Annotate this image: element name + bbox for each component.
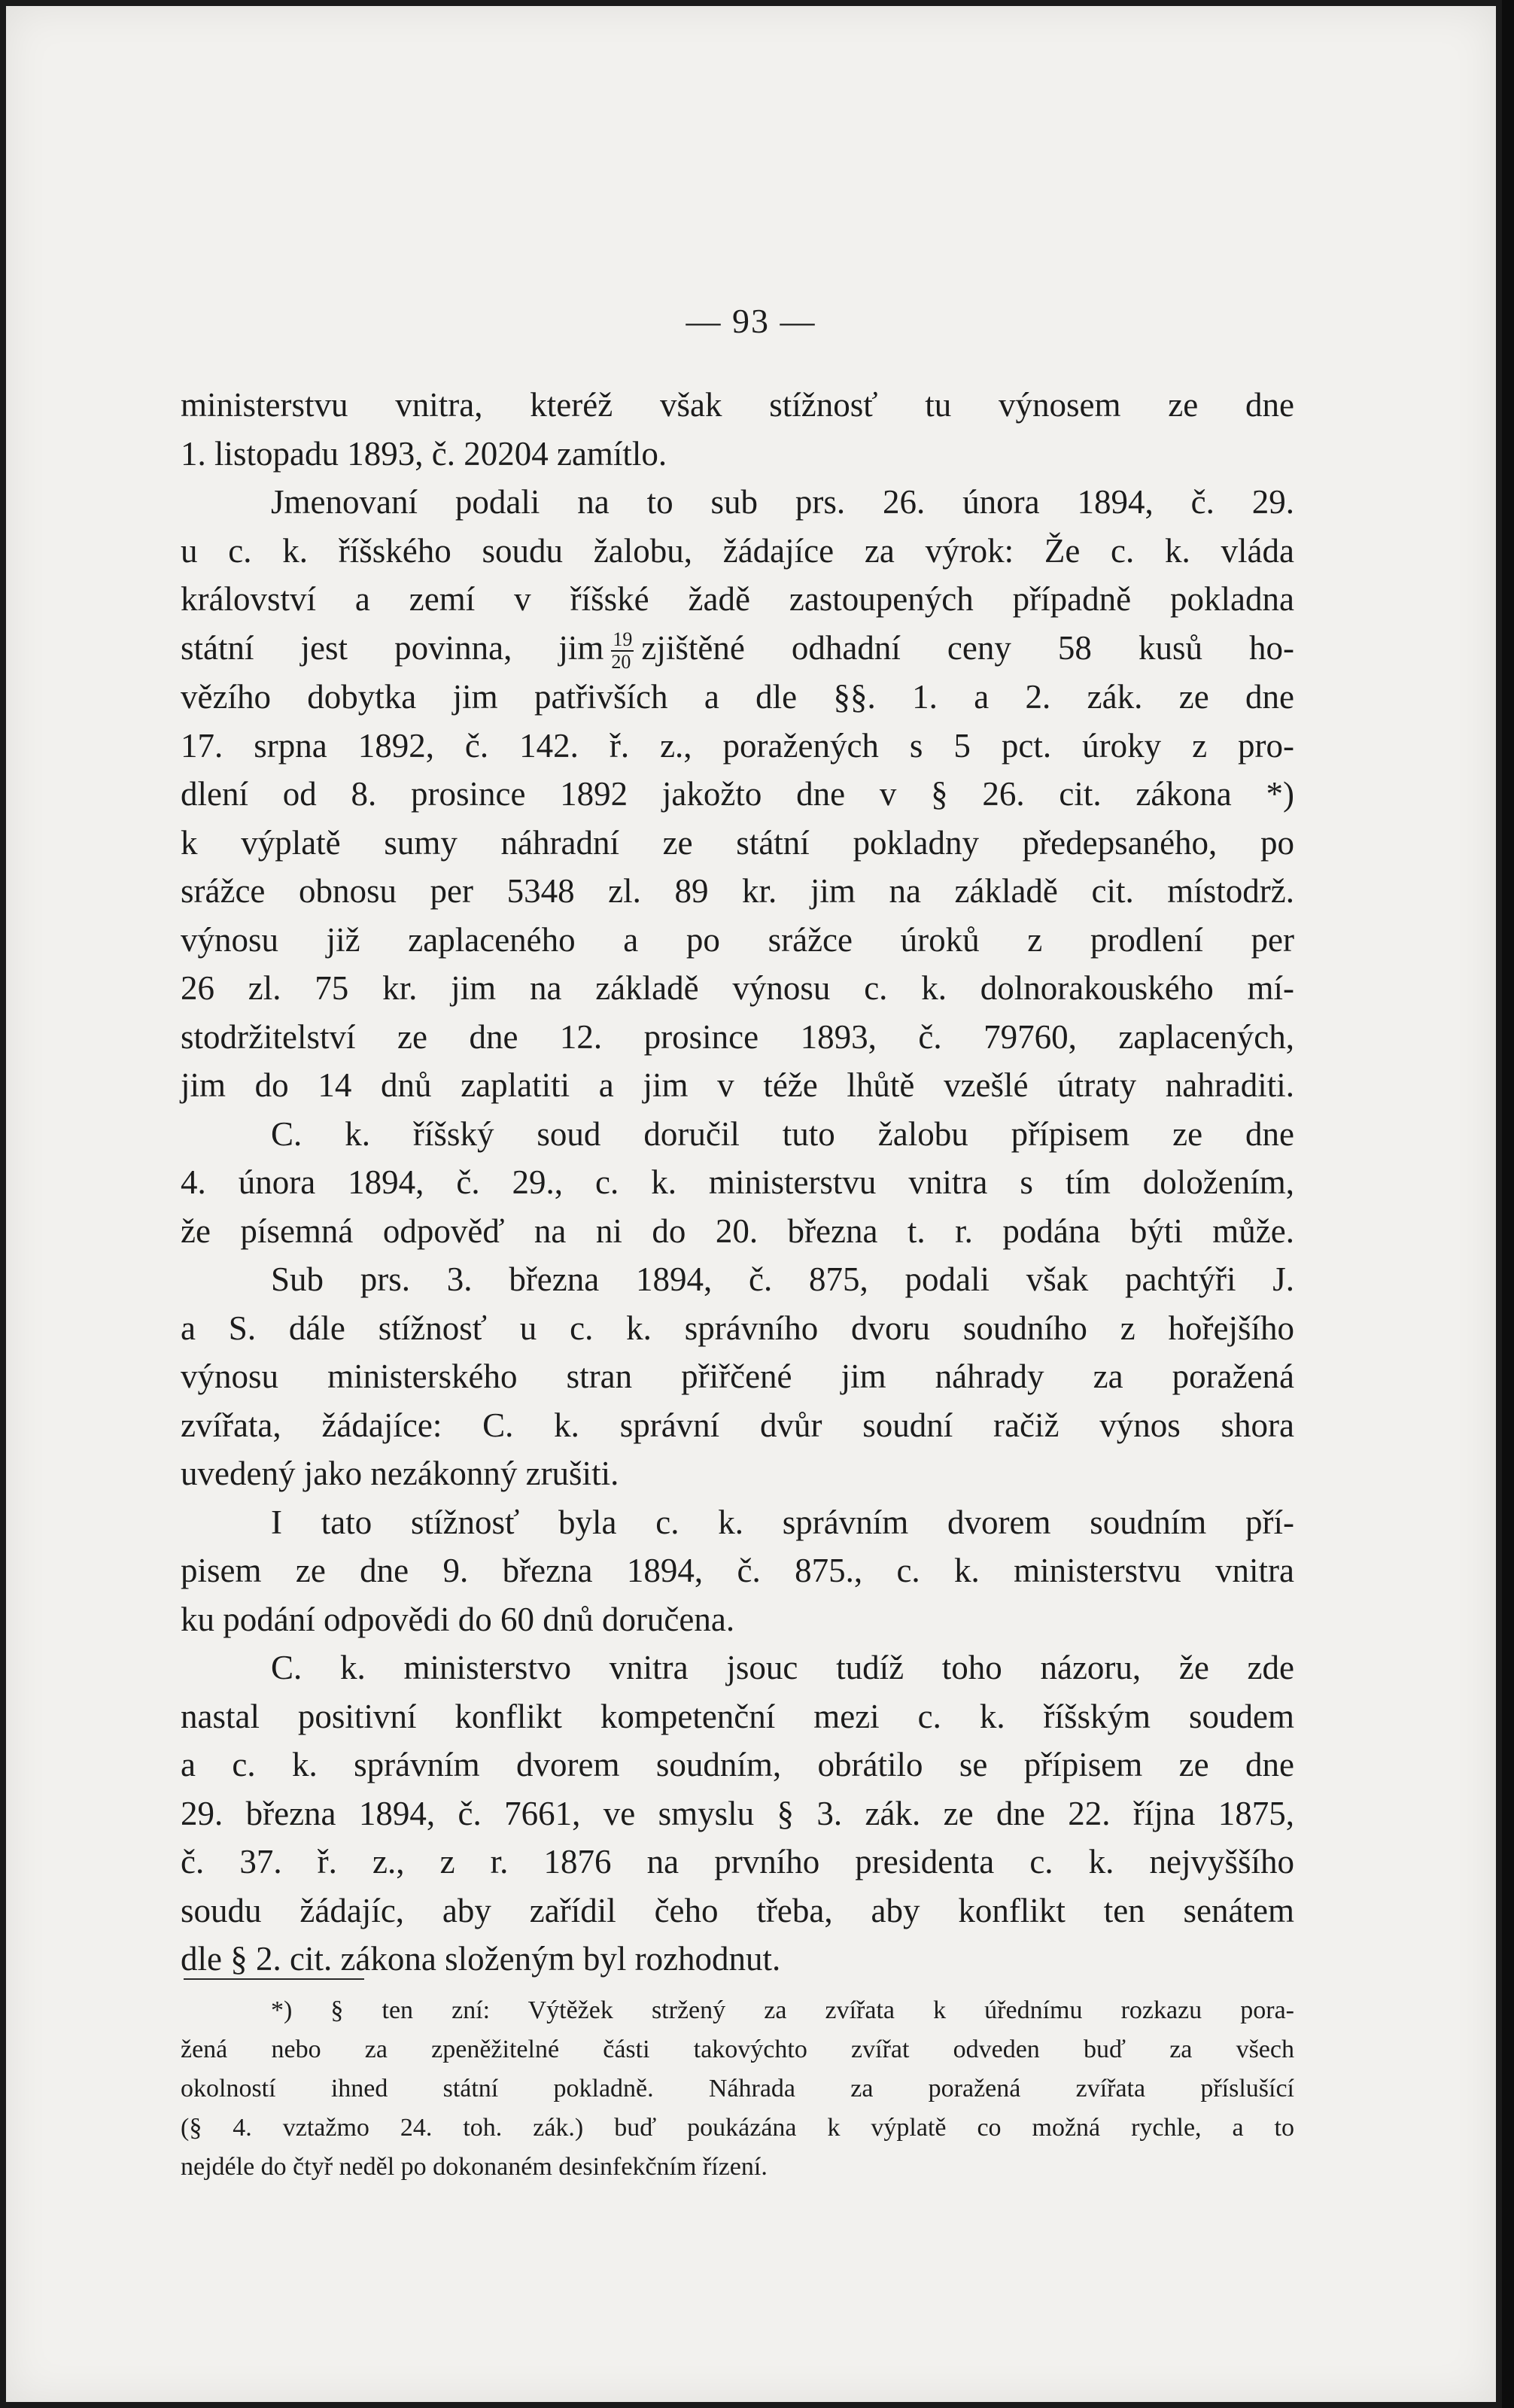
text-line: srážce obnosu per 5348 zl. 89 kr. jim na základě cit. místodrž. — [181, 872, 1294, 911]
fraction-numerator: 19 — [613, 628, 633, 651]
text-line: a S. dále stížnosť u c. k. správního dvoru soudního z hořejšího — [181, 1309, 1294, 1347]
footnote-line: žená nebo za zpeněžitelné části takovýchto zvířat odveden buď za všech — [181, 2036, 1294, 2063]
scan-edge — [1502, 0, 1514, 2408]
text-line: vězího dobytka jim patřivších a dle §§. 1. a 2. zák. ze dne — [181, 678, 1294, 716]
text-line: 4. února 1894, č. 29., c. k. ministerstvu vnitra s tím doložením, — [181, 1163, 1294, 1202]
text-line: a c. k. správním dvorem soudním, obrátilo se přípisem ze dne — [181, 1746, 1294, 1784]
text-line: soudu žádajíc, aby zařídil čeho třeba, aby konflikt ten senátem — [181, 1891, 1294, 1929]
text-line: Jmenovaní podali na to sub prs. 26. února 1894, č. 29. — [271, 483, 1294, 521]
text-line: I tato stížnosť byla c. k. správním dvorem soudním pří- — [271, 1503, 1294, 1541]
footnote-divider — [184, 1978, 364, 1980]
text-segment: státní jest povinna, jim — [181, 628, 604, 667]
text-line: C. k. ministerstvo vnitra jsouc tudíž toho názoru, že zde — [271, 1649, 1294, 1687]
text-line: dle § 2. cit. zákona složeným byl rozhodnut. — [181, 1940, 781, 1978]
text-line: u c. k. říšského soudu žalobu, žádajíce za výrok: Že c. k. vláda — [181, 531, 1294, 570]
text-line: pisem ze dne 9. března 1894, č. 875., c. k. ministerstvu vnitra — [181, 1552, 1294, 1590]
text-line: 26 zl. 75 kr. jim na základě výnosu c. k. dolnorakouského mí- — [181, 969, 1294, 1008]
text-line: dlení od 8. prosince 1892 jakožto dne v § 26. cit. zákona *) — [181, 775, 1294, 813]
fraction-denominator: 20 — [611, 651, 631, 673]
text-line: 17. srpna 1892, č. 142. ř. z., poražených s 5 pct. úroky z pro- — [181, 726, 1294, 765]
page-number: — 93 — — [686, 302, 816, 340]
text-line: výnosu ministerského stran přiřčené jim náhrady za poražená — [181, 1358, 1294, 1396]
footnote-line: *) § ten zní: Výtěžek stržený za zvířata k úřednímu rozkazu pora- — [271, 1996, 1294, 2024]
footnote-line: okolností ihned státní pokladně. Náhrada za poražená zvířata příslušící — [181, 2075, 1294, 2102]
footnote-line: (§ 4. vztažmo 24. toh. zák.) buď poukázána k výplatě co možná rychle, a to — [181, 2114, 1294, 2142]
text-line: jim do 14 dnů zaplatiti a jim v téže lhůtě vzešlé útraty nahraditi. — [181, 1066, 1294, 1105]
text-segment: zjištěné odhadní ceny 58 kusů ho- — [641, 628, 1294, 667]
text-line: k výplatě sumy náhradní ze státní pokladny předepsaného, po — [181, 823, 1294, 862]
paragraph-2 — [181, 478, 1294, 1110]
text-line: nastal positivní konflikt kompetenční mezi c. k. říšským soudem — [181, 1697, 1294, 1735]
paragraph-4 — [181, 1255, 1294, 1498]
paragraph-6 — [181, 1643, 1294, 1984]
paragraph-3 — [181, 1110, 1294, 1256]
text-line: 29. března 1894, č. 7661, ve smyslu § 3. zák. ze dne 22. října 1875, — [181, 1794, 1294, 1832]
text-line: stodržitelství ze dne 12. prosince 1893, č. 79760, zaplacených, — [181, 1017, 1294, 1056]
text-line-with-fraction — [181, 624, 1294, 673]
text-line: Sub prs. 3. března 1894, č. 875, podali však pachtýři J. — [271, 1260, 1294, 1299]
text-line: ministerstvu vnitra, kteréž však stížnosť tu výnosem ze dne — [181, 386, 1294, 424]
text-line: č. 37. ř. z., z r. 1876 na prvního presidenta c. k. nejvyššího — [181, 1843, 1294, 1881]
text-line: království a zemí v říšské žadě zastoupených případně pokladna — [181, 580, 1294, 618]
document-page — [6, 6, 1496, 2402]
text-line: C. k. říšský soud doručil tuto žalobu přípisem ze dne — [271, 1114, 1294, 1153]
text-line: výnosu již zaplaceného a po srážce úroků z prodlení per — [181, 920, 1294, 959]
paragraph-5 — [181, 1498, 1294, 1644]
text-line: že písemná odpověď na ni do 20. března t. r. podána býti může. — [181, 1212, 1294, 1250]
body-text — [181, 381, 1294, 1984]
footnote — [181, 1991, 1294, 2187]
text-line: uvedený jako nezákonný zrušiti. — [181, 1455, 619, 1493]
paragraph-1 — [181, 381, 1294, 478]
text-line: ku podání odpovědi do 60 dnů doručena. — [181, 1600, 735, 1638]
text-line: 1. listopadu 1893, č. 20204 zamítlo. — [181, 434, 667, 473]
footnote-line: nejdéle do čtyř neděl po dokonaném desinfekčním řízení. — [181, 2153, 768, 2181]
text-line: zvířata, žádajíce: C. k. správní dvůr soudní račiž výnos shora — [181, 1406, 1294, 1444]
fraction — [611, 629, 634, 673]
